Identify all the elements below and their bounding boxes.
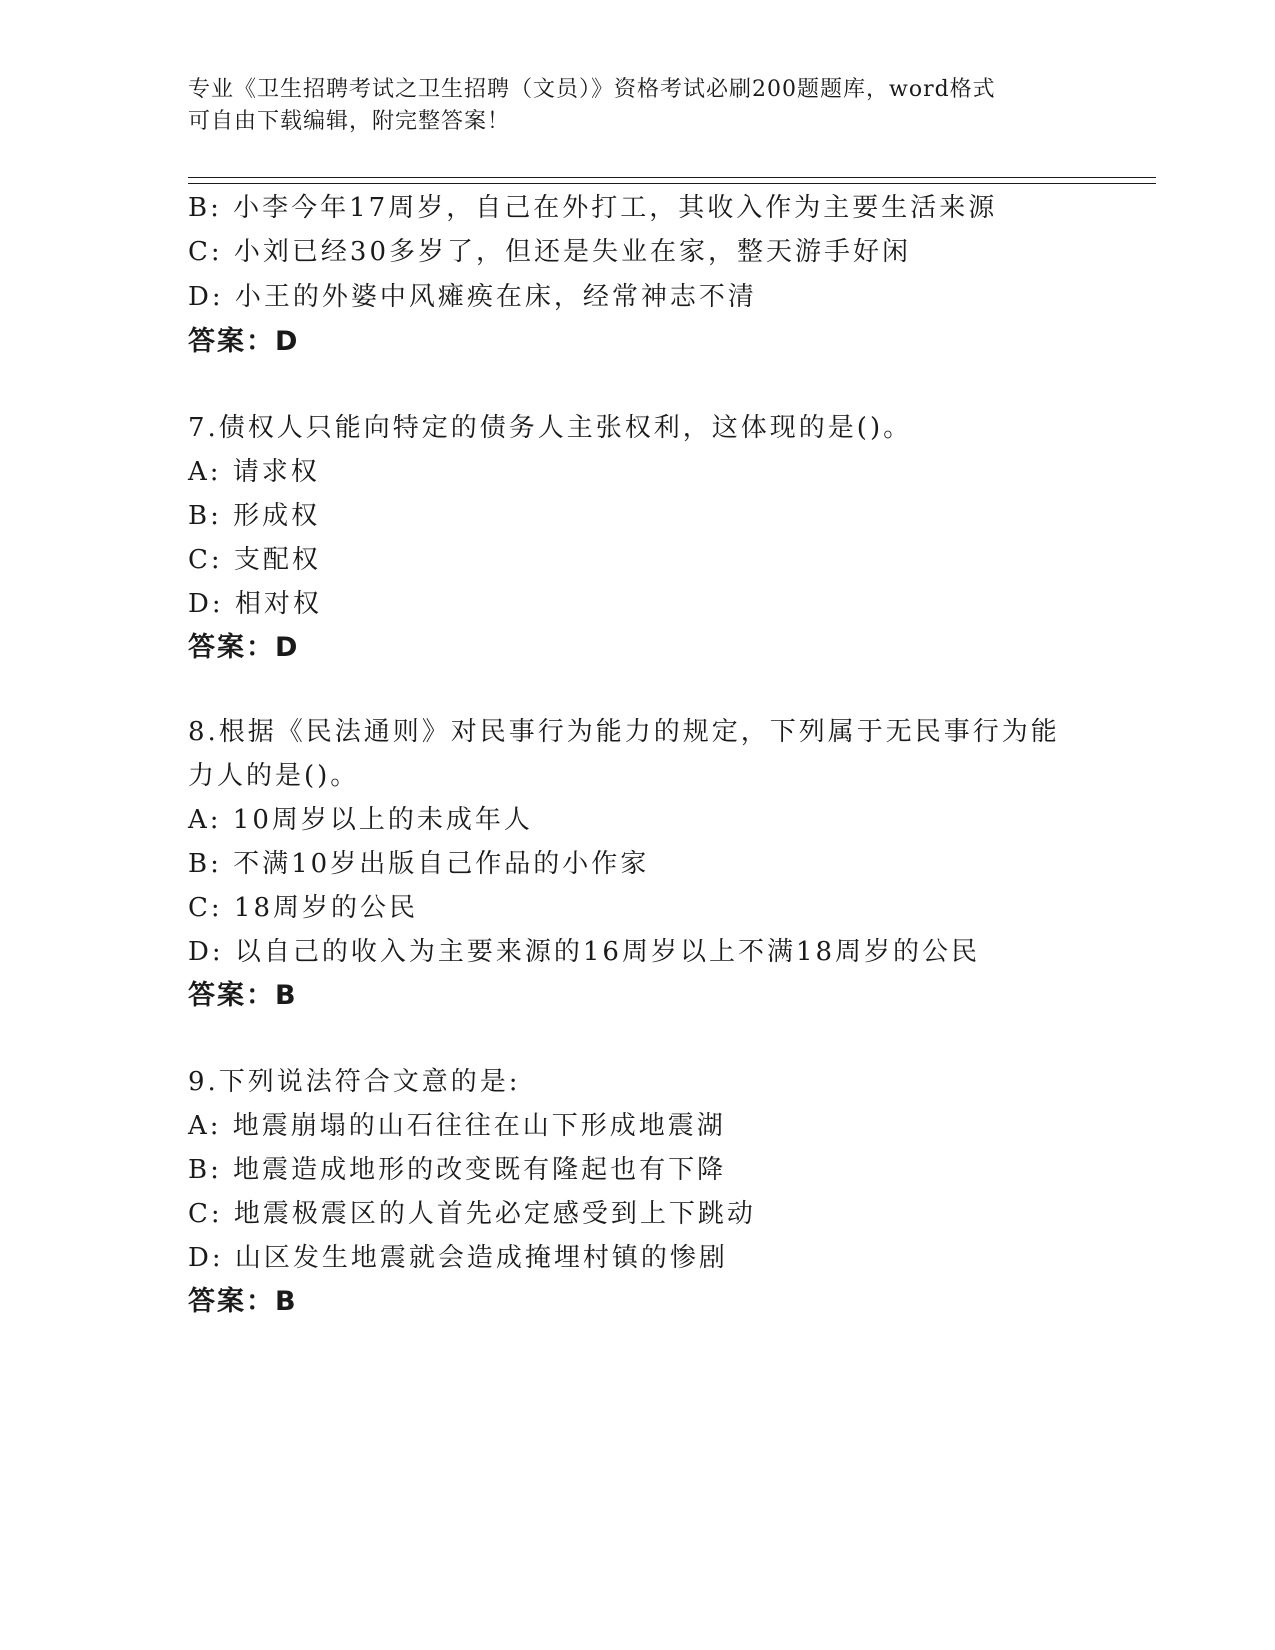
q7-option-c: C: 支配权	[188, 545, 321, 575]
header-line-1: 专业《卫生招聘考试之卫生招聘（文员）》资格考试必刷200题题库，word格式	[188, 77, 996, 102]
q9-answer: 答案：B	[188, 1286, 298, 1317]
q7-answer: 答案：D	[188, 632, 300, 663]
q9-option-b: B: 地震造成地形的改变既有隆起也有下降	[188, 1155, 727, 1185]
q6-answer: 答案：D	[188, 326, 300, 357]
q6-option-d: D: 小王的外婆中风瘫痪在床，经常神志不清	[188, 282, 757, 312]
q9-option-a: A: 地震崩塌的山石往往在山下形成地震湖	[188, 1111, 726, 1141]
q7-option-b: B: 形成权	[188, 501, 321, 531]
q8-option-b: B: 不满10岁出版自己作品的小作家	[188, 849, 650, 879]
q8-question-line-2: 力人的是()。	[188, 761, 360, 791]
q6-option-c: C: 小刘已经30多岁了，但还是失业在家，整天游手好闲	[188, 237, 912, 267]
header-divider-top	[188, 177, 1156, 178]
q8-option-d: D: 以自己的收入为主要来源的16周岁以上不满18周岁的公民	[188, 937, 981, 967]
q9-option-d: D: 山区发生地震就会造成掩埋村镇的惨剧	[188, 1243, 728, 1273]
header-line-2: 可自由下载编辑，附完整答案！	[188, 109, 511, 134]
q8-answer: 答案：B	[188, 980, 298, 1011]
q8-option-a: A: 10周岁以上的未成年人	[188, 805, 533, 835]
q8-option-c: C: 18周岁的公民	[188, 893, 419, 923]
document-header	[188, 74, 1068, 138]
q9-question: 9.下列说法符合文意的是:	[188, 1067, 521, 1097]
q7-option-d: D: 相对权	[188, 589, 322, 619]
header-divider-bottom	[188, 183, 1156, 184]
q7-option-a: A: 请求权	[188, 457, 320, 487]
q6-option-b: B: 小李今年17周岁，自己在外打工，其收入作为主要生活来源	[188, 193, 998, 223]
q9-option-c: C: 地震极震区的人首先必定感受到上下跳动	[188, 1199, 756, 1229]
q7-question: 7.债权人只能向特定的债务人主张权利，这体现的是()。	[188, 413, 913, 443]
q8-question-line-1: 8.根据《民法通则》对民事行为能力的规定，下列属于无民事行为能	[188, 717, 1060, 747]
